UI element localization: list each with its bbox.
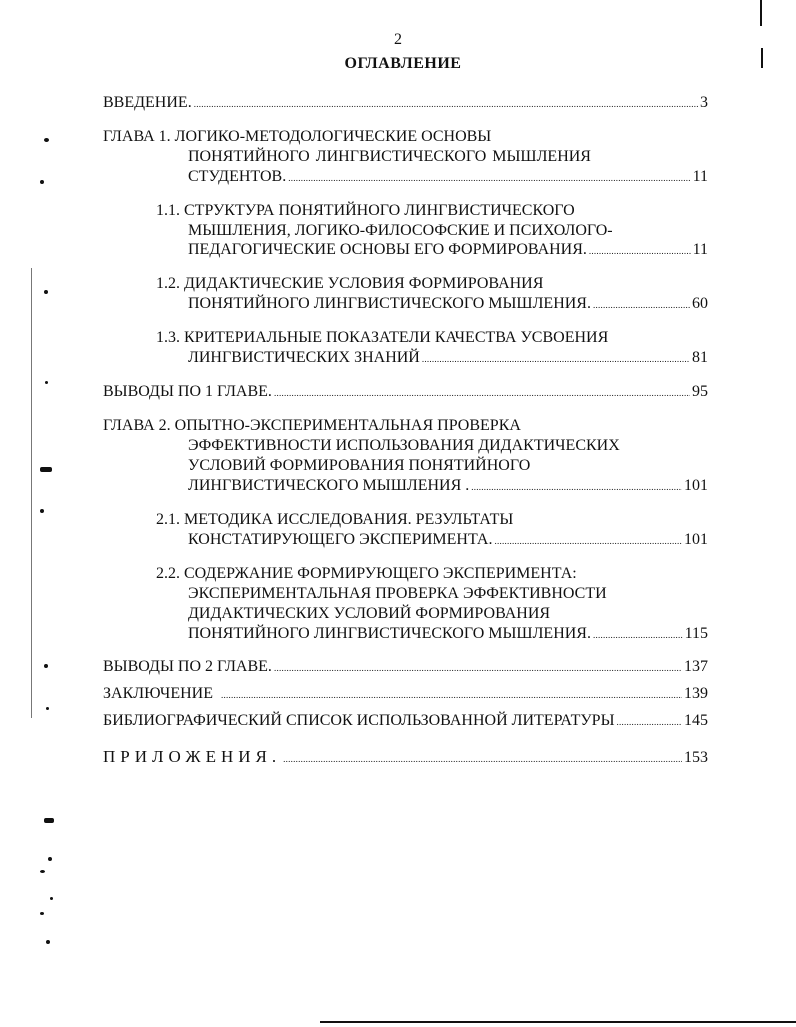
dot-leader: [283, 748, 682, 769]
toc-entry-title: ПОНЯТИЙНОГО ЛИНГВИСТИЧЕСКОГО МЫШЛЕНИЯ: [188, 148, 591, 165]
toc-entry-title: 1.2. ДИДАКТИЧЕСКИЕ УСЛОВИЯ ФОРМИРОВАНИЯ: [156, 275, 544, 292]
toc-entry-title: УСЛОВИЙ ФОРМИРОВАНИЯ ПОНЯТИЙНОГО: [188, 457, 531, 474]
toc-entry-section-1-2[interactable]: [188, 294, 708, 314]
toc-entry-title: 1.1. СТРУКТУРА ПОНЯТИЙНОГО ЛИНГВИСТИЧЕСКОГО: [156, 202, 575, 219]
scan-speck: [40, 912, 44, 915]
toc-entry-section-2-2[interactable]: [188, 624, 708, 644]
scan-bottom-rule: [320, 1021, 796, 1023]
toc-entry-chapter-2[interactable]: [188, 476, 708, 496]
dot-leader: [471, 476, 682, 497]
toc-entry-title: ПЕДАГОГИЧЕСКИЕ ОСНОВЫ ЕГО ФОРМИРОВАНИЯ.: [188, 241, 587, 258]
scan-speck: [44, 290, 48, 294]
toc-page-number: 153: [684, 749, 708, 766]
toc-entry-title: ЭКСПЕРИМЕНТАЛЬНАЯ ПРОВЕРКА ЭФФЕКТИВНОСТИ: [188, 585, 607, 602]
toc-entry-title: ПОНЯТИЙНОГО ЛИНГВИСТИЧЕСКОГО МЫШЛЕНИЯ.: [188, 295, 591, 312]
dot-leader: [617, 711, 682, 732]
scan-margin-line: [31, 268, 32, 718]
toc-page-number: 101: [684, 531, 708, 548]
toc-page-number: 11: [692, 168, 708, 185]
toc-entry-title: ПРИЛОЖЕНИЯ.: [103, 747, 282, 766]
scan-speck: [40, 509, 44, 513]
toc-entry-title: ПОНЯТИЙНОГО ЛИНГВИСТИЧЕСКОГО МЫШЛЕНИЯ.: [188, 625, 591, 642]
toc-entry-title: ЛИНГВИСТИЧЕСКИХ ЗНАНИЙ: [188, 349, 420, 366]
toc-entry-bibliography[interactable]: [103, 711, 708, 731]
toc-page-number: 101: [684, 477, 708, 494]
toc-entry-appendices[interactable]: [103, 747, 708, 767]
page-title: ОГЛАВЛЕНИЕ: [344, 55, 462, 72]
dot-leader: [494, 530, 682, 551]
toc-entry-section-1-3[interactable]: [188, 348, 708, 368]
scan-speck: [40, 467, 52, 472]
toc-page-number: 95: [692, 383, 708, 400]
toc-entry-title: ГЛАВА 2. ОПЫТНО-ЭКСПЕРИМЕНТАЛЬНАЯ ПРОВЕРКА: [103, 417, 521, 434]
toc-entry-conclusions-2[interactable]: [103, 657, 708, 677]
toc-entry-introduction[interactable]: [103, 93, 708, 113]
toc-entry-title: КОНСТАТИРУЮЩЕГО ЭКСПЕРИМЕНТА.: [188, 531, 493, 548]
scan-speck: [50, 897, 53, 900]
toc-entry-title: ВЫВОДЫ ПО 1 ГЛАВЕ.: [103, 383, 272, 400]
toc-entry-title: ЭФФЕКТИВНОСТИ ИСПОЛЬЗОВАНИЯ ДИДАКТИЧЕСКИХ: [188, 437, 620, 454]
scan-speck: [45, 381, 48, 384]
dot-leader: [593, 294, 690, 315]
dot-leader: [274, 657, 682, 678]
dot-leader: [422, 348, 690, 369]
scan-edge-mark: [760, 0, 762, 26]
toc-entry-conclusions-1[interactable]: [103, 382, 708, 402]
toc-page-number: 81: [692, 349, 708, 366]
scan-speck: [44, 664, 48, 668]
page-number: 2: [394, 31, 402, 48]
toc-entry-title: ГЛАВА 1. ЛОГИКО-МЕТОДОЛОГИЧЕСКИЕ ОСНОВЫ: [103, 128, 492, 145]
dot-leader: [288, 167, 690, 188]
dot-leader: [221, 684, 682, 705]
scan-speck: [46, 707, 49, 710]
toc-entry-title: ВЫВОДЫ ПО 2 ГЛАВЕ.: [103, 658, 272, 675]
toc-entry-title: 2.2. СОДЕРЖАНИЕ ФОРМИРУЮЩЕГО ЭКСПЕРИМЕНТА:: [156, 565, 577, 582]
scan-speck: [40, 870, 45, 873]
toc-page-number: 11: [692, 241, 708, 258]
toc-entry-title: СТУДЕНТОВ.: [188, 168, 287, 185]
dot-leader: [589, 240, 691, 261]
dot-leader: [194, 93, 698, 114]
toc-page-number: 145: [684, 712, 708, 729]
toc-entry-section-2-1[interactable]: [188, 530, 708, 550]
toc-entry-title: 1.3. КРИТЕРИАЛЬНЫЕ ПОКАЗАТЕЛИ КАЧЕСТВА УСВОЕНИЯ: [156, 329, 609, 346]
toc-entry-section-1-1[interactable]: [188, 240, 708, 260]
toc-entry-title: ДИДАКТИЧЕСКИХ УСЛОВИЙ ФОРМИРОВАНИЯ: [188, 605, 551, 622]
toc-page-number: 3: [700, 94, 708, 111]
scan-speck: [44, 138, 49, 142]
dot-leader: [274, 382, 690, 403]
toc-entry-conclusion[interactable]: [103, 684, 708, 704]
scan-speck: [44, 818, 54, 823]
toc-entry-title: ЗАКЛЮЧЕНИЕ: [103, 685, 213, 702]
toc-entry-chapter-1[interactable]: [188, 167, 708, 187]
toc-page-number: 137: [684, 658, 708, 675]
scan-edge-mark: [761, 48, 763, 68]
toc-entry-title: ЛИНГВИСТИЧЕСКОГО МЫШЛЕНИЯ .: [188, 477, 470, 494]
scan-speck: [48, 857, 52, 861]
toc-page-number: 115: [684, 625, 708, 642]
scan-speck: [46, 940, 50, 944]
toc-page-number: 139: [684, 685, 708, 702]
scan-speck: [40, 180, 44, 184]
toc-entry-title: 2.1. МЕТОДИКА ИССЛЕДОВАНИЯ. РЕЗУЛЬТАТЫ: [156, 511, 514, 528]
toc-entry-title: МЫШЛЕНИЯ, ЛОГИКО-ФИЛОСОФСКИЕ И ПСИХОЛОГО-: [188, 222, 613, 239]
toc-entry-title: ВВЕДЕНИЕ.: [103, 94, 192, 111]
dot-leader: [593, 624, 683, 645]
toc-entry-title: БИБЛИОГРАФИЧЕСКИЙ СПИСОК ИСПОЛЬЗОВАННОЙ ЛИТЕРАТУРЫ: [103, 712, 615, 729]
toc-page-number: 60: [692, 295, 708, 312]
